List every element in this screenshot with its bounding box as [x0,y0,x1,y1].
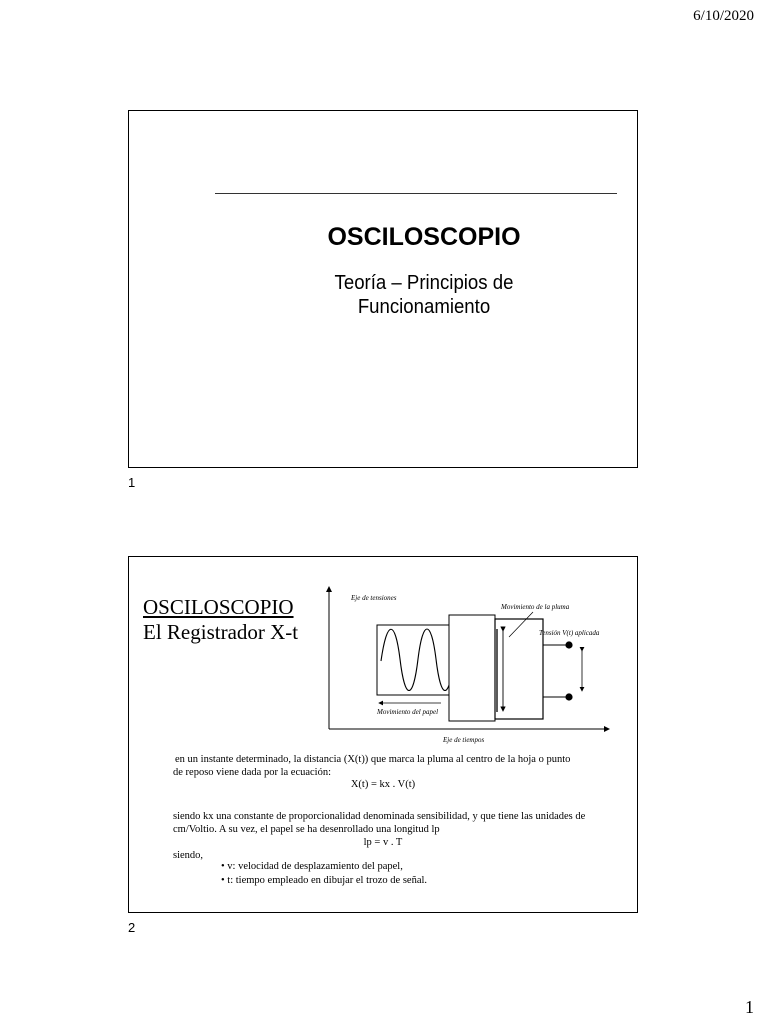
subtitle-line-1: Teoría – Principios de [334,272,514,294]
equation-1: X(t) = kx . V(t) [350,779,416,790]
slide-2-title-line-1: OSCILOSCOPIO [143,595,294,619]
siendo-label: siendo, [173,850,204,861]
slide-1-number: 1 [128,475,136,490]
para-1-line-1: en un instante determinado, la distancia (X(t)) que marca la pluma al centro de la hoja o punto [175,754,571,765]
para-2-line-2: cm/Voltio. A su vez, el papel se ha desenrollado una longitud lp [173,824,440,835]
slide-1-subtitle [289,271,559,319]
xt-recorder-diagram [309,579,629,754]
slide-2-title [143,595,298,645]
terminal-bottom [565,693,572,700]
bullet-2: • t: tiempo empleado en dibujar el trozo de señal. [221,875,428,886]
slide-2-title-line-2: El Registrador X-t [143,620,299,644]
x-axis-label: Eje de tiempos [443,736,485,744]
slide-2-number: 2 [128,920,136,935]
recorder-frame [449,615,495,721]
subtitle-line-2: Funcionamiento [357,296,491,318]
slide-1 [128,110,638,468]
pen-label: Movimiento de la pluma [501,603,570,611]
page-number: 1 [745,997,754,1017]
para-1-line-2: de reposo viene dada por la ecuación: [173,767,332,778]
y-axis-label: Eje de tensiones [351,594,397,602]
slide-1-title: OSCILOSCOPIO [327,223,521,251]
bullet-1: • v: velocidad de desplazamiento del papel, [221,861,403,872]
para-2-line-1: siendo kx una constante de proporcionalidad denominada sensibilidad, y que tiene las unidades de [173,811,586,822]
voltage-label: Tensión V(t) aplicada [539,629,600,637]
equation-2: lp = v . T [363,837,403,848]
title-rule [215,193,617,194]
print-date: 6/10/2020 [693,8,754,24]
terminal-top [565,641,572,648]
slide-2 [128,556,638,913]
pen-carriage [495,619,543,719]
paper-label: Movimiento del papel [377,708,439,716]
